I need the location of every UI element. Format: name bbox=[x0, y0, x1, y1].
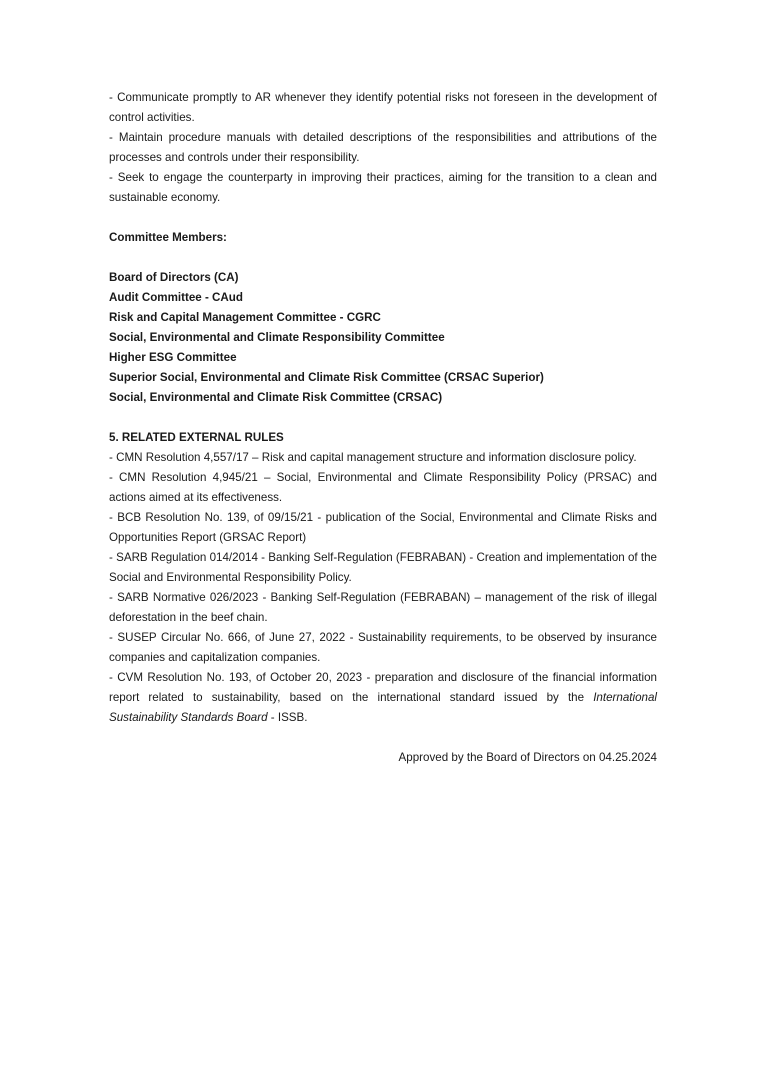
intro-item: - Maintain procedure manuals with detailed descriptions of the responsibilities and attributions of the processes and controls under their responsibility. bbox=[109, 131, 657, 164]
rule-item-italic-text: International Sustainability Standards Board bbox=[109, 691, 657, 724]
spacer bbox=[109, 248, 657, 268]
rule-item: - CMN Resolution 4,945/21 – Social, Environmental and Climate Responsibility Policy (PRSAC) and actions aimed at its effectiveness. bbox=[109, 471, 657, 504]
rule-item-text: - CVM Resolution No. 193, of October 20, 2023 - preparation and disclosure of the financial information report related to sustainability, based on the international standard issued by the bbox=[109, 671, 657, 704]
committee-member: Audit Committee - CAud bbox=[109, 291, 243, 304]
spacer bbox=[109, 408, 657, 428]
approval-statement: Approved by the Board of Directors on 04.25.2024 bbox=[398, 751, 657, 764]
spacer bbox=[109, 728, 657, 748]
committee-member: Board of Directors (CA) bbox=[109, 271, 239, 284]
section-heading: 5. RELATED EXTERNAL RULES bbox=[109, 431, 284, 444]
rule-item: - CMN Resolution 4,557/17 – Risk and capital management structure and information disclosure policy. bbox=[109, 451, 637, 464]
rule-item bbox=[109, 668, 657, 728]
committee-member: Superior Social, Environmental and Climate Risk Committee (CRSAC Superior) bbox=[109, 371, 544, 384]
committee-members-list bbox=[109, 268, 657, 408]
committee-heading: Committee Members: bbox=[109, 231, 227, 244]
committee-member: Social, Environmental and Climate Risk Committee (CRSAC) bbox=[109, 391, 443, 404]
committee-member: Risk and Capital Management Committee - CGRC bbox=[109, 311, 381, 324]
rule-item-text: - ISSB. bbox=[267, 711, 308, 724]
rule-item: - SUSEP Circular No. 666, of June 27, 2022 - Sustainability requirements, to be observed by insurance companies and capitalization companies. bbox=[109, 631, 657, 664]
committee-member: Higher ESG Committee bbox=[109, 351, 237, 364]
rule-item: - SARB Normative 026/2023 - Banking Self-Regulation (FEBRABAN) – management of the risk of illegal deforestation in the beef chain. bbox=[109, 591, 657, 624]
intro-item: - Communicate promptly to AR whenever they identify potential risks not foreseen in the development of control activities. bbox=[109, 91, 657, 124]
committee-member: Social, Environmental and Climate Responsibility Committee bbox=[109, 331, 445, 344]
intro-item: - Seek to engage the counterparty in improving their practices, aiming for the transition to a clean and sustainable economy. bbox=[109, 171, 657, 204]
document-page bbox=[109, 88, 657, 768]
rule-item: - SARB Regulation 014/2014 - Banking Self-Regulation (FEBRABAN) - Creation and implementation of the Social and Environmental Responsibility Policy. bbox=[109, 551, 657, 584]
rule-item: - BCB Resolution No. 139, of 09/15/21 - publication of the Social, Environmental and Climate Risks and Opportunities Report (GRSAC Report) bbox=[109, 511, 657, 544]
spacer bbox=[109, 208, 657, 228]
external-rules-list bbox=[109, 448, 657, 728]
